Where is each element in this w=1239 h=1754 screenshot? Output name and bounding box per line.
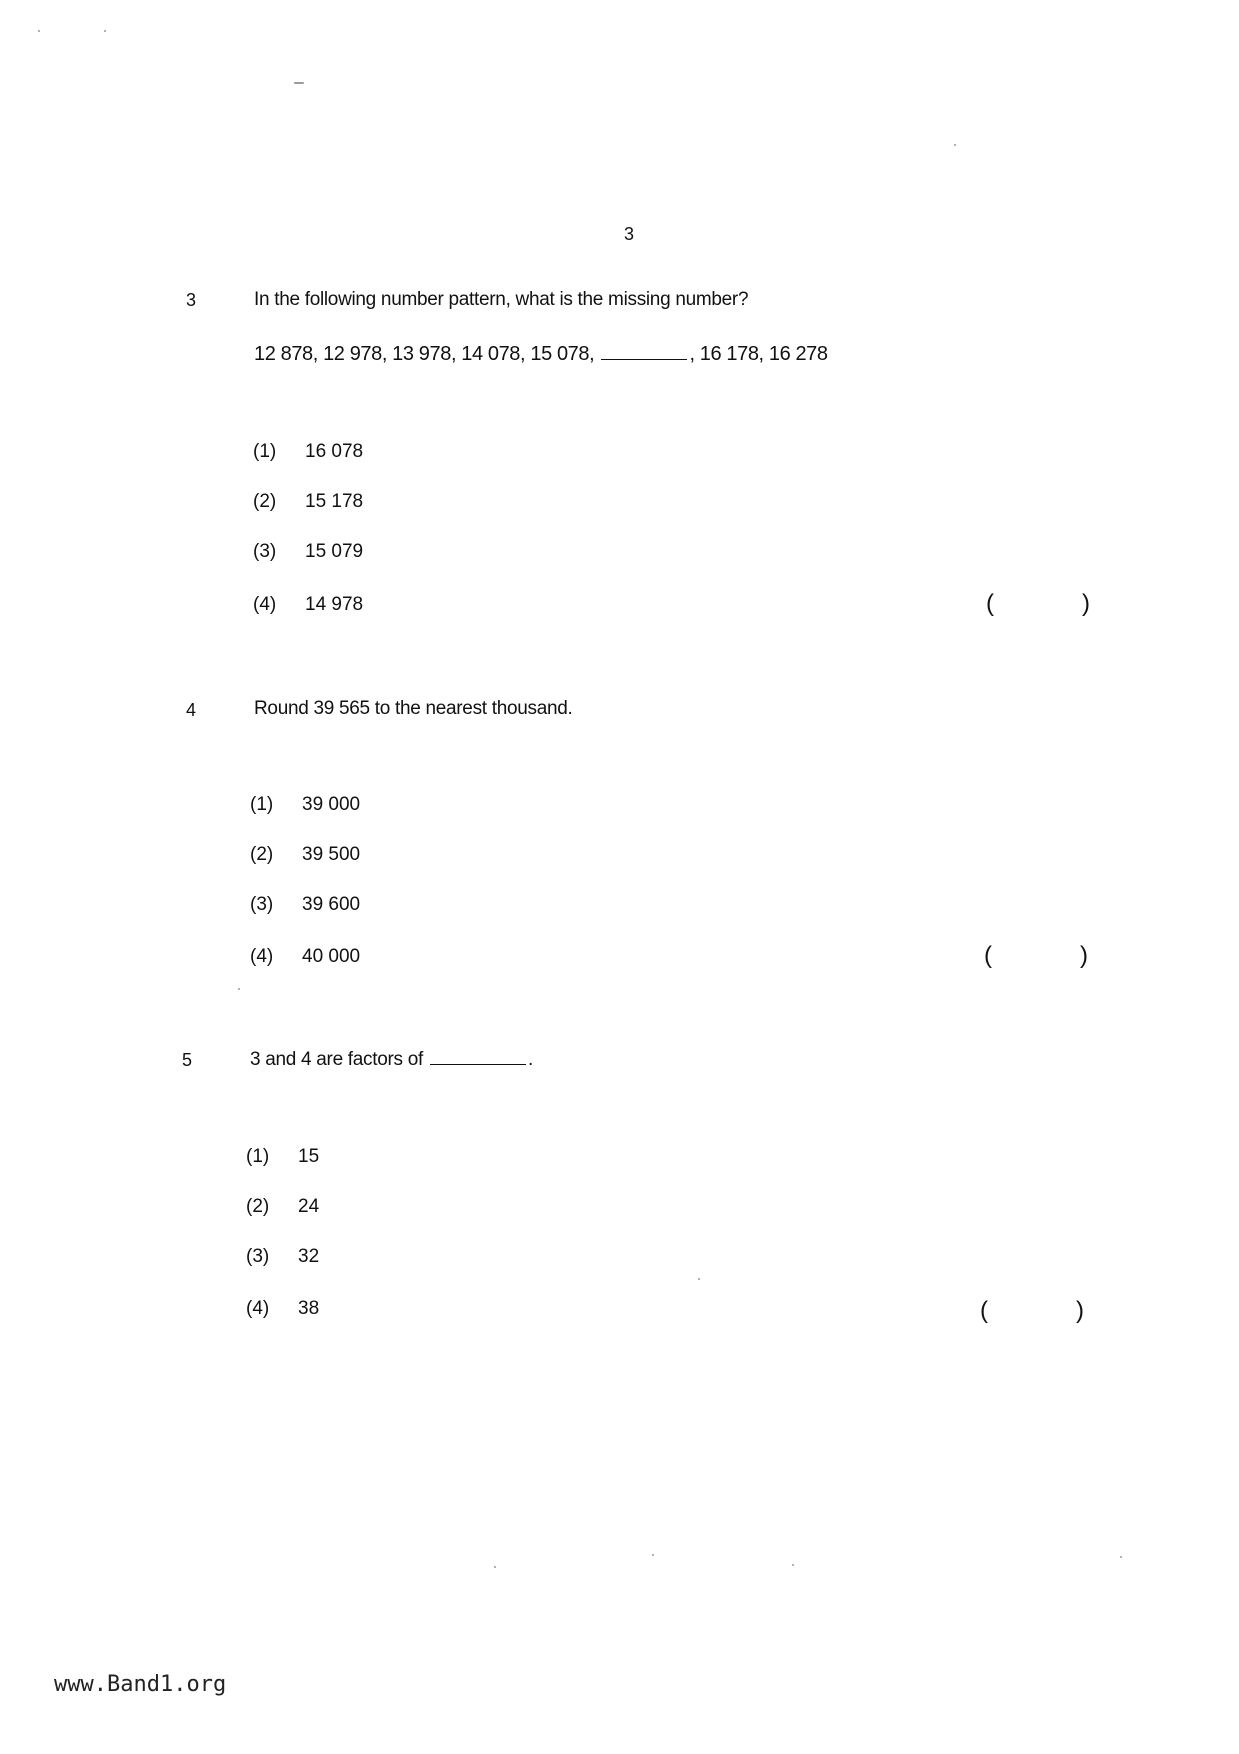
scan-speck [38, 30, 40, 32]
open-bracket: ( [986, 590, 994, 617]
open-bracket: ( [984, 942, 992, 969]
number-pattern [254, 343, 828, 366]
option-label: (1) [253, 441, 277, 462]
answer-box[interactable] [984, 942, 1088, 970]
pattern-after-blank: , 16 178, 16 278 [689, 343, 828, 365]
option-label: (1) [246, 1146, 270, 1167]
scan-speck [238, 988, 240, 990]
watermark: www.Band1.org [54, 1672, 227, 1697]
option-3[interactable] [253, 541, 363, 563]
option-4[interactable] [250, 946, 360, 968]
close-bracket: ) [1076, 1297, 1084, 1324]
option-label: (4) [246, 1298, 270, 1319]
option-1[interactable] [246, 1146, 319, 1168]
option-value: 38 [298, 1298, 320, 1319]
answer-blank[interactable] [601, 358, 687, 360]
answer-box[interactable] [986, 590, 1090, 618]
pattern-before-blank: 12 878, 12 978, 13 978, 14 078, 15 078, [254, 343, 595, 365]
scan-speck [652, 1554, 654, 1556]
option-value: 16 078 [305, 441, 364, 462]
answer-blank[interactable] [430, 1063, 526, 1065]
option-label: (2) [253, 491, 277, 512]
option-2[interactable] [250, 844, 360, 866]
question-text: In the following number pattern, what is the missing number? [254, 289, 749, 310]
close-bracket: ) [1080, 942, 1088, 969]
question-text [250, 1049, 533, 1071]
open-bracket: ( [980, 1297, 988, 1324]
option-4[interactable] [246, 1298, 319, 1320]
scan-speck [294, 82, 304, 84]
option-1[interactable] [250, 794, 360, 816]
option-label: (3) [246, 1246, 270, 1267]
scan-speck [954, 144, 956, 146]
answer-box[interactable] [980, 1297, 1084, 1325]
option-value: 15 079 [305, 541, 364, 562]
option-value: 39 500 [302, 844, 361, 865]
option-label: (2) [246, 1196, 270, 1217]
option-label: (2) [250, 844, 274, 865]
option-3[interactable] [250, 894, 360, 916]
option-value: 15 178 [305, 491, 364, 512]
option-value: 39 600 [302, 894, 361, 915]
close-bracket: ) [1082, 590, 1090, 617]
scan-speck [104, 30, 106, 32]
option-value: 32 [298, 1246, 320, 1267]
question-text-after: . [527, 1049, 533, 1070]
option-value: 39 000 [302, 794, 361, 815]
option-2[interactable] [253, 491, 363, 513]
option-label: (4) [253, 594, 277, 615]
question-number: 4 [186, 700, 197, 720]
option-3[interactable] [246, 1246, 319, 1268]
page-number: 3 [624, 224, 635, 244]
option-value: 14 978 [305, 594, 364, 615]
scan-speck [698, 1278, 700, 1280]
scan-speck [494, 1566, 496, 1568]
option-2[interactable] [246, 1196, 319, 1218]
option-4[interactable] [253, 594, 363, 616]
option-label: (1) [250, 794, 274, 815]
option-label: (3) [250, 894, 274, 915]
scan-speck [792, 1564, 794, 1566]
option-label: (4) [250, 946, 274, 967]
question-number: 3 [186, 290, 197, 310]
question-text-before: 3 and 4 are factors of [250, 1049, 423, 1070]
option-1[interactable] [253, 441, 363, 463]
option-value: 40 000 [302, 946, 361, 967]
question-text: Round 39 565 to the nearest thousand. [254, 698, 573, 719]
option-label: (3) [253, 541, 277, 562]
option-value: 15 [298, 1146, 320, 1167]
option-value: 24 [298, 1196, 320, 1217]
scan-speck [1120, 1556, 1122, 1558]
question-number: 5 [182, 1050, 193, 1070]
